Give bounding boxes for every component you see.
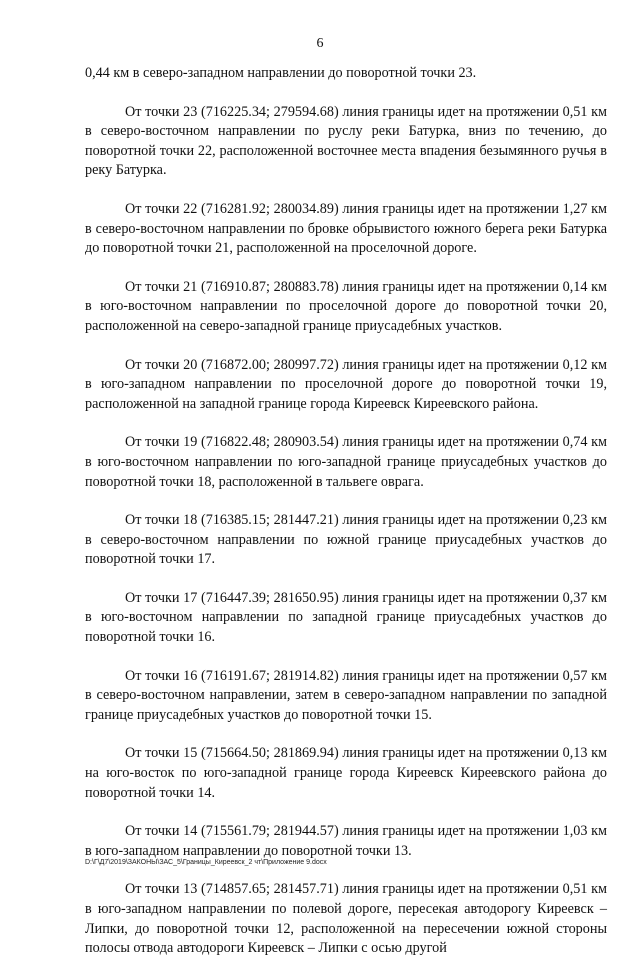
- paragraph-continuation: 0,44 км в северо-западном направлении до поворотной точки 23.: [85, 65, 477, 81]
- paragraph-point-16: От точки 16 (716191.67; 281914.82) линия границы идет на протяжении 0,57 км в северо-восточном направлении, затем в северо-западном направлении по западной границе приусадебных участков до поворотной точки 15.: [85, 667, 607, 723]
- paragraph-point-18: От точки 18 (716385.15; 281447.21) линия границы идет на протяжении 0,23 км в северо-восточном направлении по южной границе приусадебных участков до поворотной точки 17.: [85, 512, 607, 568]
- paragraph-point-23: От точки 23 (716225.34; 279594.68) линия границы идет на протяжении 0,51 км в северо-восточном направлении по руслу реки Батурка, вниз по течению, до поворотной точки 22, расположенной восточнее места впадения безымянного ручья в реку Батурка.: [85, 103, 607, 179]
- paragraph-point-15: От точки 15 (715664.50; 281869.94) линия границы идет на протяжении 0,13 км на юго-восток по юго-западной границе города Киреевск Киреевского района до поворотной точки 14.: [85, 745, 607, 801]
- document-body: [85, 64, 607, 978]
- paragraph-point-13: От точки 13 (714857.65; 281457.71) линия границы идет на протяжении 0,51 км в юго-западном направлении по полевой дороге, пересекая автодорогу Киреевск – Липки, до поворотной точки 12, расположенной на пересечении южной стороны полосы отвода автодороги Киреевск – Липки с осью другой: [85, 881, 607, 957]
- footer-file-path: D:\Г\Д7\2019\ЗАКОНЫ\ЗАС_5\Границы_Киреевск_2 чт\Приложение 9.docx: [85, 859, 327, 866]
- paragraph-point-14: От точки 14 (715561.79; 281944.57) линия границы идет на протяжении 1,03 км в юго-западном направлении до поворотной точки 13.: [85, 823, 607, 859]
- paragraph-point-22: От точки 22 (716281.92; 280034.89) линия границы идет на протяжении 1,27 км в северо-восточном направлении по бровке обрывистого южного берега реки Батурка до поворотной точки 21, расположенной на проселочной дороге.: [85, 200, 607, 257]
- page-number: 6: [316, 36, 324, 51]
- paragraph-point-19: От точки 19 (716822.48; 280903.54) линия границы идет на протяжении 0,74 км в юго-восточном направлении по юго-западной границе приусадебных участков до поворотной точки 18, расположенной в тальвеге оврага.: [85, 434, 607, 490]
- paragraph-point-21: От точки 21 (716910.87; 280883.78) линия границы идет на протяжении 0,14 км в юго-восточном направлении по проселочной дороге до поворотной точки 20, расположенной на северо-западной границе приусадебных участков.: [85, 278, 607, 334]
- paragraph-point-20: От точки 20 (716872.00; 280997.72) линия границы идет на протяжении 0,12 км в юго-западном направлении по проселочной дороге до поворотной точки 19, расположенной на западной границе города Киреевск Киреевского района.: [85, 356, 607, 412]
- paragraph-point-17: От точки 17 (716447.39; 281650.95) линия границы идет на протяжении 0,37 км в юго-восточном направлении по западной границе приусадебных участков до поворотной точки 16.: [85, 589, 607, 646]
